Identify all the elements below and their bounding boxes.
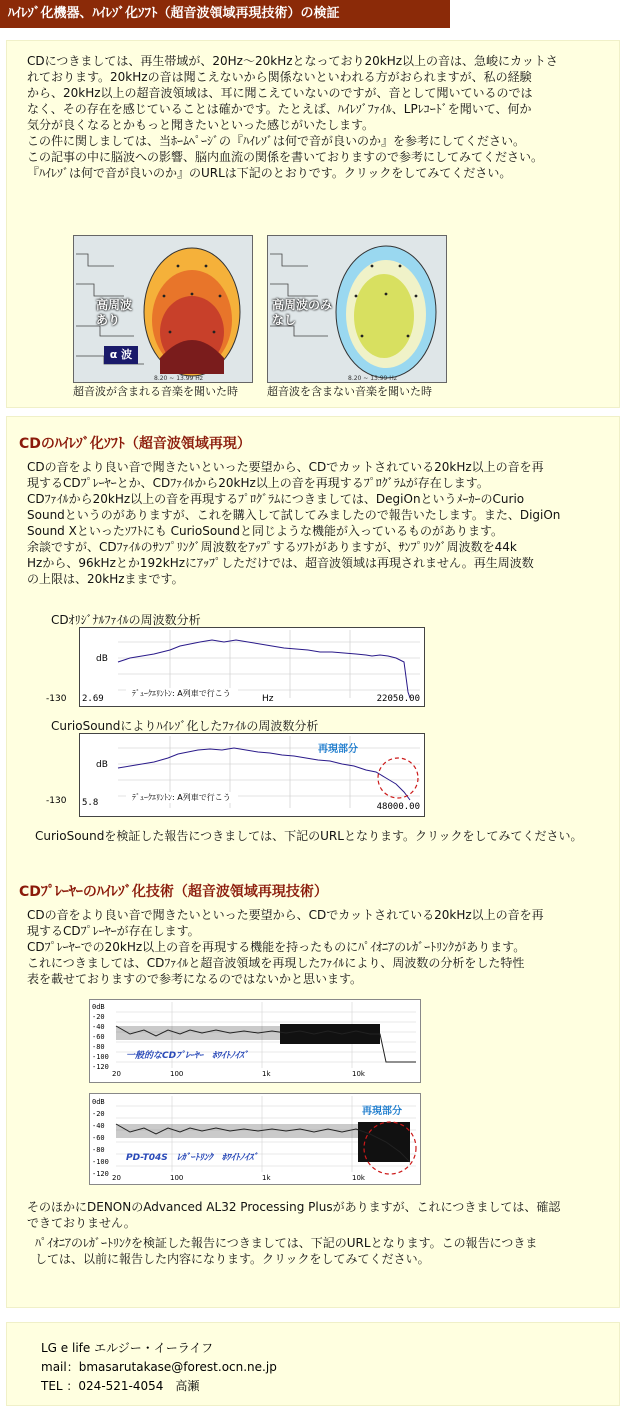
footer-section [6,1322,620,1406]
eeg-image-without-ultrasound [267,235,447,383]
eeg-overlay-1: 高周波 あり [96,298,133,327]
eeg-caption-1: 超音波が含まれる音楽を聞いた時 [73,385,238,398]
cd-player-x-ticks: 20 100 1k 10k [112,1070,365,1078]
curiosound-song: ﾃﾞｭｰｸｴﾘﾝﾄﾝ: A列車で行こう [132,793,231,802]
denon-text: そのほかにDENONのAdvanced AL32 Processing Plusがありますが、これにつきましては、確認 できておりません。 [27,1200,561,1230]
curiosound-spectrum [46,733,425,817]
eeg-scale-1: 8.20 ~ 13.99 Hz [154,375,203,382]
player-text: CDの音をより良い音で聞きたいといった要望から、CDでカットされている20kHz以上の音を再 現するCDﾌﾟﾚｰﾔｰが存在します。 CDﾌﾟﾚｰﾔｰでの20kHz以上の音を再現する機能を持ったものにﾊﾟｲｵﾆｱのﾚｶﾞｰﾄﾘﾝｸがあります。 これにつきましては、CDﾌｧｲﾙと超音波領域を再現したﾌｧｲﾙにより、周波数の分析をした特性 表を載せておりますので参考になるのではないかと思います。 [27,908,544,986]
cd-original-xmax: 22050.00 [376,694,420,704]
legato-annotation: 再現部分 [362,1106,402,1117]
legato-y-ticks: 0dB -20 -40 -60 -80 -100 -120 [92,1098,109,1178]
cd-original-ymin: -130 [46,694,67,704]
legato-x-ticks: 20 100 1k 10k [112,1174,365,1182]
eeg-caption-2: 超音波を含まない音楽を聞いた時 [267,385,432,398]
cd-player-noise-spectrum [89,999,421,1083]
cd-original-xunit: Hz [262,694,274,704]
curiosound-ymin: -130 [46,796,67,806]
legato-link-noise-spectrum [89,1093,421,1185]
legato-overlay: PD-T04S ﾚｶﾞｰﾄﾘﾝｸ ﾎﾜｲﾄﾉｲｽﾞ [126,1153,258,1163]
intro-text: CDにつきましては、再生帯域が、20Hz～20kHzとなっており20kHz以上の音は、急峻にカットさ れております。20kHzの音は聞こえないから関係ないといわれる方がおられますが、私の経験 から、20kHz以上の超音波領域は、耳に聞こえていないのですが、音として聞いているのでは なく、その存在を感じていることは確かです。たとえば、ﾊｲﾚｿﾞﾌｧｲﾙ、LPﾚｺｰﾄﾞを聞いて、何か 気分が良くなるとかもっと聞きたいといった感じがいたします。 この件に関しましては、当ﾎｰﾑﾍﾟｰｼﾞの『ﾊｲﾚｿﾞは何で音が良いのか』を参考にしてください。 この記事の中に脳波への影響、脳内血流の関係を書いておりますので参考にしてみてください。 『ﾊｲﾚｿﾞは何で音が良いのか』のURLは下記のとおりです。クリックをしてみてください。 [27,54,558,180]
curiosound-xmax: 48000.00 [376,802,420,812]
cd-software-heading: CDのﾊｲﾚｿﾞ化ｿﾌﾄ（超音波領域再現） [19,436,251,452]
cd-original-db-label: dB [96,654,108,664]
curiosound-chart-label: CurioSoundによりﾊｲﾚｿﾞ化したﾌｧｲﾙの周波数分析 [51,719,319,733]
cd-original-song: ﾃﾞｭｰｸｴﾘﾝﾄﾝ: A列車で行こう [132,689,231,698]
footer-company: LG e life エルジー・イーライフ [41,1341,214,1355]
cd-player-overlay: 一般的なCDﾌﾟﾚｰﾔｰ ﾎﾜｲﾄﾉｲｽﾞ [126,1051,249,1061]
intro-section [6,40,620,408]
eeg-image-with-ultrasound [73,235,253,383]
curiosound-report-text: CurioSoundを検証した報告につきましては、下記のURLとなります。クリックをしてみてください。 [35,829,583,843]
eeg-overlay-2: 高周波のみ なし [272,298,333,327]
cd-software-text: CDの音をより良い音で聞きたいといった要望から、CDでカットされている20kHz以上の音を再 現するCDﾌﾟﾚｰﾔｰとか、CDﾌｧｲﾙから20kHz以上の音を再現するﾌﾟﾛｸﾞﾗﾑが存在します。 CDﾌｧｲﾙから20kHz以上の音を再現するﾌﾟﾛｸﾞﾗﾑにつきましては、DegiOnというﾒｰｶｰのCurio Soundというのがありますが、これを購入して試してみましたので報告いたします。また、DigiOn Sound Xといったｿﾌﾄにも CurioSoundと同じような機能が入っているものがあります。 余談ですが、CDﾌｧｲﾙのｻﾝﾌﾟﾘﾝｸﾞ周波数をｱｯﾌﾟするｿﾌﾄがありますが、ｻﾝﾌﾟﾘﾝｸﾞ周波数を44k Hzから、96kHzとか192kHzにｱｯﾌﾟしただけでは、超音波領域は再現されません。再生周波数 の上限は、20kHzままです。 [27,460,561,586]
legato-report-text: ﾊﾟｲｵﾆｱのﾚｶﾞｰﾄﾘﾝｸを検証した報告につきましては、下記のURLとなります。この報告につきま しては、以前に報告した内容になります。クリックをしてみてください。 [35,1236,538,1266]
player-heading: CDﾌﾟﾚｰﾔｰのﾊｲﾚｿﾞ化技術（超音波領域再現技術） [19,884,328,900]
hires-section [6,416,620,1308]
cd-original-spectrum [46,627,425,707]
eeg-scale-2: 8.20 ~ 13.99 Hz [348,375,397,382]
curiosound-xmin: 5.8 [82,798,99,808]
cd-original-chart-label: CDｵﾘｼﾞﾅﾙﾌｧｲﾙの周波数分析 [51,613,201,627]
cd-original-xmin: 2.69 [82,694,104,704]
alpha-wave-badge: α 波 [109,348,133,361]
curiosound-db-label: dB [96,760,108,770]
footer-mail[interactable]: mail：bmasarutakase@forest.ocn.ne.jp [41,1360,277,1374]
curiosound-annotation: 再現部分 [318,744,358,755]
footer-tel: TEL ：024-521-4054 高瀬 [41,1379,200,1393]
cd-player-y-ticks: 0dB -20 -40 -60 -80 -100 -120 [92,1003,109,1071]
page-title: ﾊｲﾚｿﾞ化機器、ﾊｲﾚｿﾞ化ｿﾌﾄ（超音波領域再現技術）の検証 [0,0,450,28]
